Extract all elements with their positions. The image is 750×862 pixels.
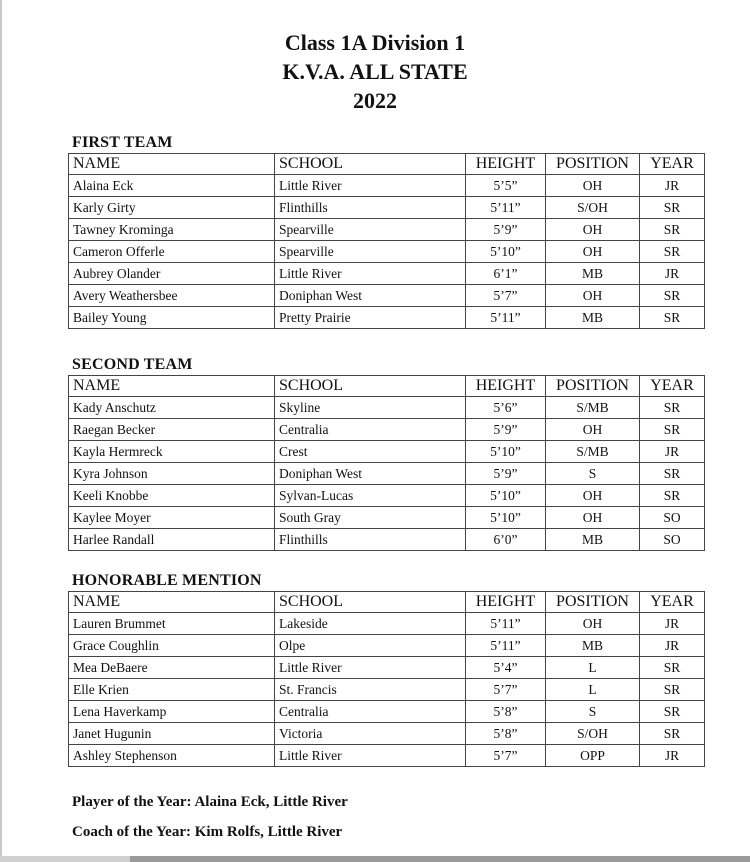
year-cell: SR bbox=[640, 485, 705, 507]
table-row bbox=[69, 219, 705, 241]
player-name-cell: Elle Krien bbox=[69, 679, 275, 701]
position-cell: OPP bbox=[546, 745, 640, 767]
position-cell: S bbox=[546, 463, 640, 485]
position-cell: OH bbox=[546, 175, 640, 197]
col-header-year: YEAR bbox=[640, 154, 705, 175]
school-cell: Olpe bbox=[275, 635, 466, 657]
height-cell: 5’8” bbox=[466, 701, 546, 723]
height-cell: 6’0” bbox=[466, 529, 546, 551]
col-header-school: SCHOOL bbox=[275, 592, 466, 613]
scrollbar-thumb[interactable] bbox=[0, 856, 130, 862]
col-header-position: POSITION bbox=[546, 592, 640, 613]
year-cell: SR bbox=[640, 219, 705, 241]
table-row bbox=[69, 635, 705, 657]
year-cell: JR bbox=[640, 745, 705, 767]
school-cell: Little River bbox=[275, 263, 466, 285]
school-cell: Doniphan West bbox=[275, 463, 466, 485]
height-cell: 5’9” bbox=[466, 219, 546, 241]
table-row bbox=[69, 175, 705, 197]
year-cell: SR bbox=[640, 657, 705, 679]
player-name-cell: Kaylee Moyer bbox=[69, 507, 275, 529]
player-name-cell: Kayla Hermreck bbox=[69, 441, 275, 463]
school-cell: Little River bbox=[275, 657, 466, 679]
player-name-cell: Janet Hugunin bbox=[69, 723, 275, 745]
table-row bbox=[69, 285, 705, 307]
section-heading-honorable-mention: HONORABLE MENTION bbox=[72, 572, 262, 589]
table-row bbox=[69, 745, 705, 767]
player-name-cell: Lauren Brummet bbox=[69, 613, 275, 635]
table-row bbox=[69, 657, 705, 679]
school-cell: South Gray bbox=[275, 507, 466, 529]
school-cell: Sylvan-Lucas bbox=[275, 485, 466, 507]
table-row bbox=[69, 463, 705, 485]
year-cell: SO bbox=[640, 529, 705, 551]
player-of-the-year: Player of the Year: Alaina Eck, Little River bbox=[72, 794, 348, 810]
year-cell: SR bbox=[640, 701, 705, 723]
year-cell: JR bbox=[640, 263, 705, 285]
table-row bbox=[69, 307, 705, 329]
position-cell: MB bbox=[546, 307, 640, 329]
position-cell: OH bbox=[546, 285, 640, 307]
col-header-name: NAME bbox=[69, 376, 275, 397]
player-name-cell: Kady Anschutz bbox=[69, 397, 275, 419]
table-header-row bbox=[69, 154, 705, 175]
position-cell: L bbox=[546, 657, 640, 679]
school-cell: Spearville bbox=[275, 219, 466, 241]
year-cell: SR bbox=[640, 723, 705, 745]
year-cell: JR bbox=[640, 635, 705, 657]
height-cell: 5’11” bbox=[466, 613, 546, 635]
height-cell: 5’11” bbox=[466, 197, 546, 219]
height-cell: 5’10” bbox=[466, 507, 546, 529]
table-row bbox=[69, 701, 705, 723]
col-header-height: HEIGHT bbox=[466, 376, 546, 397]
section-heading-first-team: FIRST TEAM bbox=[72, 134, 173, 151]
height-cell: 5’11” bbox=[466, 307, 546, 329]
player-name-cell: Kyra Johnson bbox=[69, 463, 275, 485]
height-cell: 5’5” bbox=[466, 175, 546, 197]
position-cell: S bbox=[546, 701, 640, 723]
col-header-name: NAME bbox=[69, 592, 275, 613]
table-row bbox=[69, 723, 705, 745]
year-cell: JR bbox=[640, 441, 705, 463]
height-cell: 5’9” bbox=[466, 419, 546, 441]
table-header-row bbox=[69, 376, 705, 397]
school-cell: Pretty Prairie bbox=[275, 307, 466, 329]
player-name-cell: Raegan Becker bbox=[69, 419, 275, 441]
player-name-cell: Ashley Stephenson bbox=[69, 745, 275, 767]
school-cell: Skyline bbox=[275, 397, 466, 419]
player-name-cell: Lena Haverkamp bbox=[69, 701, 275, 723]
school-cell: Flinthills bbox=[275, 197, 466, 219]
player-name-cell: Bailey Young bbox=[69, 307, 275, 329]
school-cell: Crest bbox=[275, 441, 466, 463]
player-name-cell: Alaina Eck bbox=[69, 175, 275, 197]
school-cell: Doniphan West bbox=[275, 285, 466, 307]
position-cell: S/MB bbox=[546, 397, 640, 419]
first-team-table bbox=[68, 153, 705, 329]
table-row bbox=[69, 529, 705, 551]
height-cell: 5’6” bbox=[466, 397, 546, 419]
year-cell: SO bbox=[640, 507, 705, 529]
position-cell: OH bbox=[546, 485, 640, 507]
position-cell: MB bbox=[546, 529, 640, 551]
height-cell: 6’1” bbox=[466, 263, 546, 285]
position-cell: OH bbox=[546, 613, 640, 635]
height-cell: 5’8” bbox=[466, 723, 546, 745]
school-cell: Victoria bbox=[275, 723, 466, 745]
position-cell: S/OH bbox=[546, 197, 640, 219]
school-cell: St. Francis bbox=[275, 679, 466, 701]
table-row bbox=[69, 397, 705, 419]
horizontal-scrollbar[interactable] bbox=[0, 856, 750, 862]
col-header-height: HEIGHT bbox=[466, 592, 546, 613]
table-row bbox=[69, 507, 705, 529]
player-name-cell: Karly Girty bbox=[69, 197, 275, 219]
page-left-edge bbox=[0, 0, 2, 862]
player-name-cell: Keeli Knobbe bbox=[69, 485, 275, 507]
col-header-year: YEAR bbox=[640, 592, 705, 613]
col-header-position: POSITION bbox=[546, 154, 640, 175]
position-cell: L bbox=[546, 679, 640, 701]
height-cell: 5’9” bbox=[466, 463, 546, 485]
height-cell: 5’10” bbox=[466, 441, 546, 463]
doc-title-line-3: 2022 bbox=[353, 88, 397, 113]
school-cell: Centralia bbox=[275, 419, 466, 441]
position-cell: OH bbox=[546, 241, 640, 263]
col-header-school: SCHOOL bbox=[275, 154, 466, 175]
player-name-cell: Cameron Offerle bbox=[69, 241, 275, 263]
position-cell: MB bbox=[546, 263, 640, 285]
table-row bbox=[69, 241, 705, 263]
col-header-position: POSITION bbox=[546, 376, 640, 397]
col-header-name: NAME bbox=[69, 154, 275, 175]
col-header-school: SCHOOL bbox=[275, 376, 466, 397]
position-cell: S/MB bbox=[546, 441, 640, 463]
year-cell: SR bbox=[640, 285, 705, 307]
year-cell: SR bbox=[640, 463, 705, 485]
height-cell: 5’7” bbox=[466, 285, 546, 307]
doc-title-line-2: K.V.A. ALL STATE bbox=[282, 59, 468, 84]
position-cell: OH bbox=[546, 507, 640, 529]
player-name-cell: Tawney Krominga bbox=[69, 219, 275, 241]
doc-title-line-1: Class 1A Division 1 bbox=[284, 30, 466, 55]
year-cell: SR bbox=[640, 197, 705, 219]
year-cell: SR bbox=[640, 397, 705, 419]
school-cell: Little River bbox=[275, 175, 466, 197]
position-cell: MB bbox=[546, 635, 640, 657]
player-name-cell: Avery Weathersbee bbox=[69, 285, 275, 307]
col-header-year: YEAR bbox=[640, 376, 705, 397]
table-row bbox=[69, 263, 705, 285]
school-cell: Centralia bbox=[275, 701, 466, 723]
height-cell: 5’10” bbox=[466, 241, 546, 263]
table-header-row bbox=[69, 592, 705, 613]
player-name-cell: Harlee Randall bbox=[69, 529, 275, 551]
col-header-height: HEIGHT bbox=[466, 154, 546, 175]
height-cell: 5’4” bbox=[466, 657, 546, 679]
table-row bbox=[69, 679, 705, 701]
position-cell: OH bbox=[546, 219, 640, 241]
table-row bbox=[69, 441, 705, 463]
second-team-table bbox=[68, 375, 705, 551]
position-cell: OH bbox=[546, 419, 640, 441]
year-cell: JR bbox=[640, 613, 705, 635]
coach-of-the-year: Coach of the Year: Kim Rolfs, Little River bbox=[72, 824, 343, 840]
table-row bbox=[69, 419, 705, 441]
height-cell: 5’7” bbox=[466, 745, 546, 767]
year-cell: SR bbox=[640, 419, 705, 441]
school-cell: Little River bbox=[275, 745, 466, 767]
table-row bbox=[69, 485, 705, 507]
table-row bbox=[69, 197, 705, 219]
height-cell: 5’7” bbox=[466, 679, 546, 701]
honorable-mention-table bbox=[68, 591, 705, 767]
school-cell: Flinthills bbox=[275, 529, 466, 551]
year-cell: JR bbox=[640, 175, 705, 197]
player-name-cell: Grace Coughlin bbox=[69, 635, 275, 657]
year-cell: SR bbox=[640, 241, 705, 263]
year-cell: SR bbox=[640, 307, 705, 329]
player-name-cell: Aubrey Olander bbox=[69, 263, 275, 285]
school-cell: Lakeside bbox=[275, 613, 466, 635]
player-name-cell: Mea DeBaere bbox=[69, 657, 275, 679]
table-row bbox=[69, 613, 705, 635]
height-cell: 5’11” bbox=[466, 635, 546, 657]
position-cell: S/OH bbox=[546, 723, 640, 745]
school-cell: Spearville bbox=[275, 241, 466, 263]
height-cell: 5’10” bbox=[466, 485, 546, 507]
year-cell: SR bbox=[640, 679, 705, 701]
section-heading-second-team: SECOND TEAM bbox=[72, 356, 193, 373]
